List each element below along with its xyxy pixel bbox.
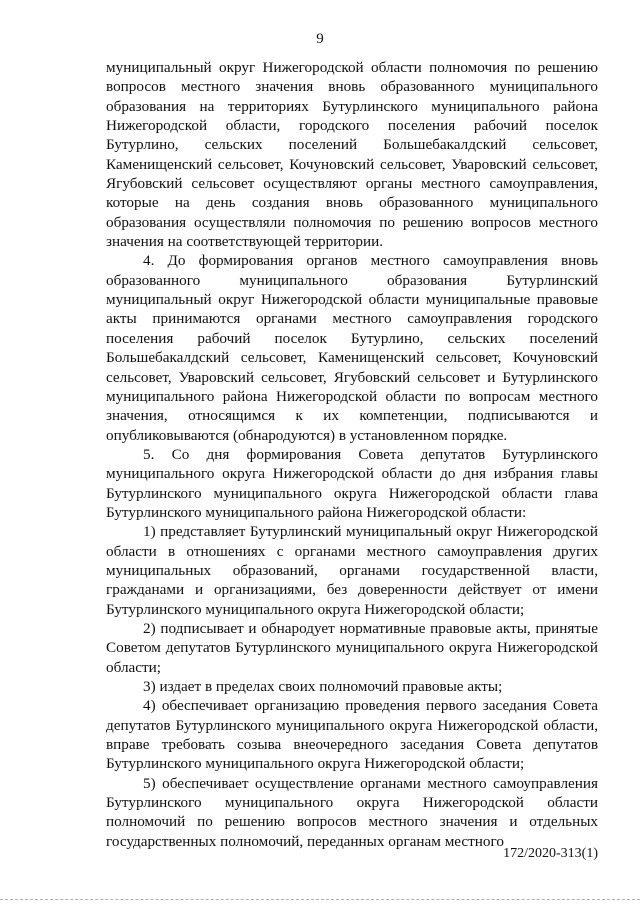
paragraph-3: 5. Со дня формирования Совета депутатов Бутурлинского муниципального округа Нижегородской области до дня избрания главы Бутурлинского муниципального округа Нижегородской области глава Бутурлинского муниципального района Нижегородской области: (106, 445, 598, 521)
scan-edge-divider (0, 899, 640, 902)
paragraph-7: 4) обеспечивает организацию проведения первого заседания Совета депутатов Бутурлинского муниципального округа Нижегородской области, вправе требовать созыва внеочередного заседания Совета депутатов Бутурлинского муниципального округа Нижегородской области; (106, 697, 598, 773)
paragraph-5: 2) подписывает и обнародует нормативные правовые акты, принятые Советом депутатов Бутурлинского муниципального округа Нижегородской области; (106, 619, 598, 676)
paragraph-4: 1) представляет Бутурлинский муниципальный округ Нижегородской области в отношениях с органами местного самоуправления других муниципальных образований, органами государственной власти, гражданами и организациями, без доверенности действует от имени Бутурлинского муниципального округа Нижегородской области; (106, 523, 598, 618)
page-number: 9 (316, 31, 324, 47)
paragraph-8: 5) обеспечивает осуществление органами местного самоуправления Бутурлинского муниципального округа Нижегородской области полномочий по решению вопросов местного значения и отдельных государственных полномочий, переданных органам местного (106, 774, 598, 850)
document-body (106, 58, 598, 851)
paragraph-1: муниципальный округ Нижегородской области полномочия по решению вопросов местного значения вновь образованного муниципального образования на территориях Бутурлинского муниципального района Нижегородской области, городского поселения рабочий поселок Бутурлино, сельских поселений Большебакалдский сельсовет, Каменищенский сельсовет, Кочуновский сельсовет, Уваровский сельсовет, Ягубовский сельсовет осуществляют органы местного самоуправления, которые на день создания вновь образованного муниципального образования осуществляли полномочия по решению вопросов местного значения на соответствующей территории. (106, 59, 598, 251)
paragraph-6: 3) издает в пределах своих полномочий правовые акты; (143, 678, 503, 695)
paragraph-2: 4. До формирования органов местного самоуправления вновь образованного муниципального образования Бутурлинский муниципальный округ Нижегородской области муниципальные правовые акты принимаются органами местного самоуправления городского поселения рабочий поселок Бутурлино, сельских поселений Большебакалдский сельсовет, Каменищенский сельсовет, Кочуновский сельсовет, Уваровский сельсовет, Ягубовский сельсовет и Бутурлинского муниципального района Нижегородской области по вопросам местного значения, относящимся к их компетенции, подписываются и опубликовываются (обнародуются) в установленном порядке. (106, 252, 598, 444)
document-code: 172/2020-313(1) (503, 846, 598, 861)
